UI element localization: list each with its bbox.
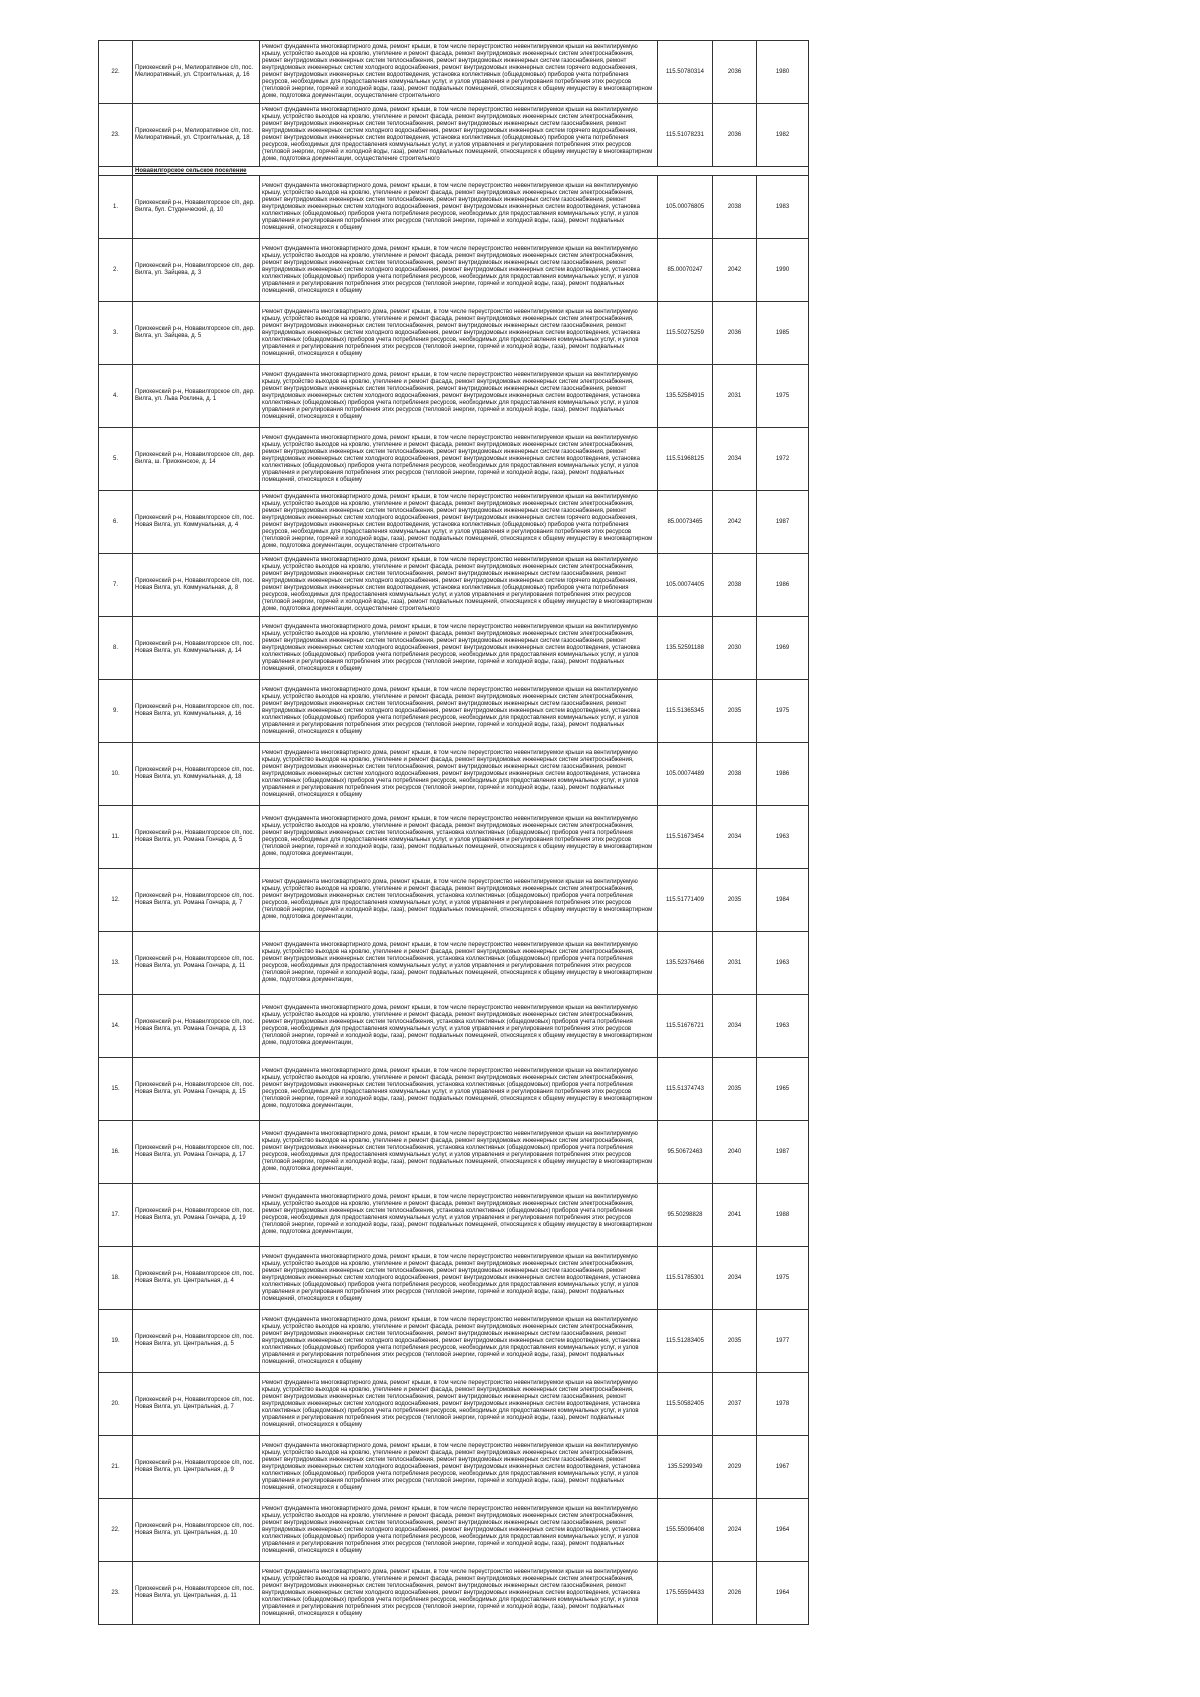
row-works	[260, 932, 658, 995]
row-number: 15.	[99, 1058, 133, 1121]
table-row	[99, 554, 809, 617]
row-cost: 155.55096408	[658, 1499, 713, 1562]
row-planned-year: 2029	[713, 1436, 757, 1499]
row-works	[260, 1121, 658, 1184]
row-number: 23.	[99, 1562, 133, 1625]
row-built-year: 1963	[757, 932, 809, 995]
table-row	[99, 41, 809, 104]
row-cost: 115.51673454	[658, 806, 713, 869]
row-planned-year: 2030	[713, 617, 757, 680]
row-works-text: Ремонт фундамента многоквартирного дома, ремонт крыши, в том числе переустройство невентилируемой крыши на вентилируемую крышу, устройство выходов на кровлю, утепление и ремонт фасада, ремонт внутридомовых инженерных систем электроснабжения, ремонт внутридомовых инженерных систем теплоснабжения, ремонт внутридомовых инженерных систем газоснабжения, ремонт внутридомовых инженерных систем холодного водоснабжения, ремонт внутридомовых инженерных систем водоотведения, установка коллективных (общедомовых) приборов учета потребления ресурсов, необходимых для предоставления коммунальных услуг, и узлов управления и регулирования потребления этих ресурсов (тепловой энергии, горячей и холодной воды, газа), ремонт подвальных помещений, относящихся к общему	[262, 371, 640, 420]
row-works	[260, 104, 658, 167]
row-number: 16.	[99, 1121, 133, 1184]
row-works	[260, 491, 658, 554]
row-cost: 115.50275259	[658, 302, 713, 365]
row-address: Приокенский р-н, Новавилгорское с/п, пос. Новая Вилга, ул. Коммунальная, д. 8	[133, 554, 260, 617]
row-works-text: Ремонт фундамента многоквартирного дома, ремонт крыши, в том числе переустройство невентилируемой крыши на вентилируемую крышу, устройство выходов на кровлю, утепление и ремонт фасада, ремонт внутридомовых инженерных систем электроснабжения, ремонт внутридомовых инженерных систем теплоснабжения, ремонт внутридомовых инженерных систем газоснабжения, ремонт внутридомовых инженерных систем холодного водоснабжения, ремонт внутридомовых инженерных систем горячего водоснабжения, ремонт внутридомовых инженерных систем водоотведения, установка коллективных (общедомовых) приборов учета потребления ресурсов, необходимых для предоставления коммунальных услуг, и узлов управления и регулирования потребления этих ресурсов (тепловой энергии, горячей и холодной воды, газа), ремонт подвальных помещений, относящихся к общему имуществу в многоквартирном доме, подготовка документации, осуществление строительного	[262, 44, 653, 99]
row-number: 13.	[99, 932, 133, 995]
row-cost: 135.5299349	[658, 1436, 713, 1499]
table-row	[99, 1058, 809, 1121]
register-sheet	[98, 40, 808, 1625]
row-planned-year: 2042	[713, 239, 757, 302]
row-works-text: Ремонт фундамента многоквартирного дома, ремонт крыши, в том числе переустройство невентилируемой крыши на вентилируемую крышу, устройство выходов на кровлю, утепление и ремонт фасада, ремонт внутридомовых инженерных систем электроснабжения, ремонт внутридомовых инженерных систем теплоснабжения, установка коллективных (общедомовых) приборов учета потребления ресурсов, необходимых для предоставления коммунальных услуг, и узлов управления и регулирования потребления этих ресурсов (тепловой энергии, горячей и холодной воды, газа), ремонт подвальных помещений, относящихся к общему имуществу в многоквартирном доме, подготовка документации,	[262, 1068, 653, 1109]
row-address: Приокенский р-н, Новавилгорское с/п, пос. Новая Вилга, ул. Центральная, д. 11	[133, 1562, 260, 1625]
row-planned-year: 2038	[713, 554, 757, 617]
row-works	[260, 680, 658, 743]
row-works-text: Ремонт фундамента многоквартирного дома, ремонт крыши, в том числе переустройство невентилируемой крыши на вентилируемую крышу, устройство выходов на кровлю, утепление и ремонт фасада, ремонт внутридомовых инженерных систем электроснабжения, ремонт внутридомовых инженерных систем теплоснабжения, ремонт внутридомовых инженерных систем газоснабжения, ремонт внутридомовых инженерных систем холодного водоснабжения, ремонт внутридомовых инженерных систем водоотведения, установка коллективных (общедомовых) приборов учета потребления ресурсов, необходимых для предоставления коммунальных услуг, и узлов управления и регулирования потребления этих ресурсов (тепловой энергии, горячей и холодной воды, газа), ремонт подвальных помещений, относящихся к общему	[262, 1568, 640, 1617]
row-works-text: Ремонт фундамента многоквартирного дома, ремонт крыши, в том числе переустройство невентилируемой крыши на вентилируемую крышу, устройство выходов на кровлю, утепление и ремонт фасада, ремонт внутридомовых инженерных систем электроснабжения, ремонт внутридомовых инженерных систем теплоснабжения, установка коллективных (общедомовых) приборов учета потребления ресурсов, необходимых для предоставления коммунальных услуг, и узлов управления и регулирования потребления этих ресурсов (тепловой энергии, горячей и холодной воды, газа), ремонт подвальных помещений, относящихся к общему имуществу в многоквартирном доме, подготовка документации,	[262, 1131, 653, 1172]
table-row	[99, 995, 809, 1058]
row-planned-year: 2035	[713, 680, 757, 743]
row-number: 17.	[99, 1184, 133, 1247]
row-built-year: 1983	[757, 176, 809, 239]
row-works-text: Ремонт фундамента многоквартирного дома, ремонт крыши, в том числе переустройство невентилируемой крыши на вентилируемую крышу, устройство выходов на кровлю, утепление и ремонт фасада, ремонт внутридомовых инженерных систем электроснабжения, ремонт внутридомовых инженерных систем теплоснабжения, ремонт внутридомовых инженерных систем газоснабжения, ремонт внутридомовых инженерных систем холодного водоснабжения, ремонт внутридомовых инженерных систем горячего водоснабжения, ремонт внутридомовых инженерных систем водоотведения, установка коллективных (общедомовых) приборов учета потребления ресурсов, необходимых для предоставления коммунальных услуг, и узлов управления и регулирования потребления этих ресурсов (тепловой энергии, горячей и холодной воды, газа), ремонт подвальных помещений, относящихся к общему имуществу в многоквартирном доме, подготовка документации, осуществление строительного	[262, 557, 653, 612]
row-planned-year: 2038	[713, 743, 757, 806]
row-planned-year: 2034	[713, 995, 757, 1058]
row-address: Приокенский р-н, Новавилгорское с/п, пос. Новая Вилга, ул. Центральная, д. 10	[133, 1499, 260, 1562]
row-built-year: 1972	[757, 428, 809, 491]
row-address: Приокенский р-н, Мелиоративное с/п, пос. Мелиоративный, ул. Строительная, д. 16	[133, 41, 260, 104]
table-row	[99, 680, 809, 743]
row-works-text: Ремонт фундамента многоквартирного дома, ремонт крыши, в том числе переустройство невентилируемой крыши на вентилируемую крышу, устройство выходов на кровлю, утепление и ремонт фасада, ремонт внутридомовых инженерных систем электроснабжения, ремонт внутридомовых инженерных систем теплоснабжения, ремонт внутридомовых инженерных систем газоснабжения, ремонт внутридомовых инженерных систем холодного водоснабжения, ремонт внутридомовых инженерных систем водоотведения, установка коллективных (общедомовых) приборов учета потребления ресурсов, необходимых для предоставления коммунальных услуг, и узлов управления и регулирования потребления этих ресурсов (тепловой энергии, горячей и холодной воды, газа), ремонт подвальных помещений, относящихся к общему	[262, 623, 640, 672]
row-built-year: 1977	[757, 1310, 809, 1373]
section-title: Новавилгорское сельское поселение	[133, 167, 809, 176]
row-works-text: Ремонт фундамента многоквартирного дома, ремонт крыши, в том числе переустройство невентилируемой крыши на вентилируемую крышу, устройство выходов на кровлю, утепление и ремонт фасада, ремонт внутридомовых инженерных систем электроснабжения, ремонт внутридомовых инженерных систем теплоснабжения, ремонт внутридомовых инженерных систем газоснабжения, ремонт внутридомовых инженерных систем холодного водоснабжения, ремонт внутридомовых инженерных систем водоотведения, установка коллективных (общедомовых) приборов учета потребления ресурсов, необходимых для предоставления коммунальных услуг, и узлов управления и регулирования потребления этих ресурсов (тепловой энергии, горячей и холодной воды, газа), ремонт подвальных помещений, относящихся к общему	[262, 749, 640, 798]
capital-repair-table	[98, 40, 809, 1625]
row-works	[260, 176, 658, 239]
row-planned-year: 2031	[713, 932, 757, 995]
row-built-year: 1987	[757, 1121, 809, 1184]
row-planned-year: 2036	[713, 41, 757, 104]
row-works-text: Ремонт фундамента многоквартирного дома, ремонт крыши, в том числе переустройство невентилируемой крыши на вентилируемую крышу, устройство выходов на кровлю, утепление и ремонт фасада, ремонт внутридомовых инженерных систем электроснабжения, ремонт внутридомовых инженерных систем теплоснабжения, ремонт внутридомовых инженерных систем газоснабжения, ремонт внутридомовых инженерных систем холодного водоснабжения, ремонт внутридомовых инженерных систем водоотведения, установка коллективных (общедомовых) приборов учета потребления ресурсов, необходимых для предоставления коммунальных услуг, и узлов управления и регулирования потребления этих ресурсов (тепловой энергии, горячей и холодной воды, газа), ремонт подвальных помещений, относящихся к общему	[262, 182, 640, 231]
row-works-text: Ремонт фундамента многоквартирного дома, ремонт крыши, в том числе переустройство невентилируемой крыши на вентилируемую крышу, устройство выходов на кровлю, утепление и ремонт фасада, ремонт внутридомовых инженерных систем электроснабжения, ремонт внутридомовых инженерных систем теплоснабжения, ремонт внутридомовых инженерных систем газоснабжения, ремонт внутридомовых инженерных систем холодного водоснабжения, ремонт внутридомовых инженерных систем водоотведения, установка коллективных (общедомовых) приборов учета потребления ресурсов, необходимых для предоставления коммунальных услуг, и узлов управления и регулирования потребления этих ресурсов (тепловой энергии, горячей и холодной воды, газа), ремонт подвальных помещений, относящихся к общему	[262, 245, 640, 294]
table-row	[99, 428, 809, 491]
row-built-year: 1984	[757, 869, 809, 932]
row-cost: 85.00073465	[658, 491, 713, 554]
row-number: 22.	[99, 41, 133, 104]
row-number: 5.	[99, 428, 133, 491]
row-built-year: 1963	[757, 995, 809, 1058]
row-address: Приокенский р-н, Новавилгорское с/п, дер. Вилга, бул. Студенческий, д. 10	[133, 176, 260, 239]
row-works-text: Ремонт фундамента многоквартирного дома, ремонт крыши, в том числе переустройство невентилируемой крыши на вентилируемую крышу, устройство выходов на кровлю, утепление и ремонт фасада, ремонт внутридомовых инженерных систем электроснабжения, ремонт внутридомовых инженерных систем теплоснабжения, установка коллективных (общедомовых) приборов учета потребления ресурсов, необходимых для предоставления коммунальных услуг, и узлов управления и регулирования потребления этих ресурсов (тепловой энергии, горячей и холодной воды, газа), ремонт подвальных помещений, относящихся к общему имуществу в многоквартирном доме, подготовка документации,	[262, 1005, 653, 1046]
row-planned-year: 2041	[713, 1184, 757, 1247]
table-row	[99, 1310, 809, 1373]
row-cost: 115.51283405	[658, 1310, 713, 1373]
row-cost: 95.50298828	[658, 1184, 713, 1247]
row-address: Приокенский р-н, Новавилгорское с/п, пос. Новая Вилга, ул. Романа Гончара, д. 17	[133, 1121, 260, 1184]
row-address: Приокенский р-н, Новавилгорское с/п, пос. Новая Вилга, ул. Коммунальная, д. 4	[133, 491, 260, 554]
row-address: Приокенский р-н, Новавилгорское с/п, пос. Новая Вилга, ул. Коммунальная, д. 16	[133, 680, 260, 743]
row-planned-year: 2031	[713, 365, 757, 428]
row-works	[260, 428, 658, 491]
row-address: Приокенский р-н, Новавилгорское с/п, пос. Новая Вилга, ул. Центральная, д. 5	[133, 1310, 260, 1373]
row-built-year: 1975	[757, 365, 809, 428]
row-address: Приокенский р-н, Новавилгорское с/п, дер. Вилга, ул. Зайцева, д. 5	[133, 302, 260, 365]
row-planned-year: 2034	[713, 806, 757, 869]
row-address: Приокенский р-н, Новавилгорское с/п, дер. Вилга, ш. Приокенское, д. 14	[133, 428, 260, 491]
table-row	[99, 239, 809, 302]
row-works-text: Ремонт фундамента многоквартирного дома, ремонт крыши, в том числе переустройство невентилируемой крыши на вентилируемую крышу, устройство выходов на кровлю, утепление и ремонт фасада, ремонт внутридомовых инженерных систем электроснабжения, ремонт внутридомовых инженерных систем теплоснабжения, ремонт внутридомовых инженерных систем газоснабжения, ремонт внутридомовых инженерных систем холодного водоснабжения, ремонт внутридомовых инженерных систем водоотведения, установка коллективных (общедомовых) приборов учета потребления ресурсов, необходимых для предоставления коммунальных услуг, и узлов управления и регулирования потребления этих ресурсов (тепловой энергии, горячей и холодной воды, газа), ремонт подвальных помещений, относящихся к общему	[262, 434, 640, 483]
row-cost: 115.50780314	[658, 41, 713, 104]
section-row	[99, 167, 809, 176]
row-planned-year: 2026	[713, 1562, 757, 1625]
row-number: 2.	[99, 239, 133, 302]
row-built-year: 1978	[757, 1373, 809, 1436]
row-planned-year: 2042	[713, 491, 757, 554]
row-number: 23.	[99, 104, 133, 167]
row-number: 1.	[99, 176, 133, 239]
row-cost: 115.51078231	[658, 104, 713, 167]
row-cost: 115.51771409	[658, 869, 713, 932]
row-address: Приокенский р-н, Новавилгорское с/п, пос. Новая Вилга, ул. Центральная, д. 9	[133, 1436, 260, 1499]
row-works	[260, 365, 658, 428]
row-number: 3.	[99, 302, 133, 365]
row-built-year: 1964	[757, 1562, 809, 1625]
row-address: Приокенский р-н, Новавилгорское с/п, пос. Новая Вилга, ул. Центральная, д. 7	[133, 1373, 260, 1436]
row-built-year: 1965	[757, 1058, 809, 1121]
row-cost: 105.00076805	[658, 176, 713, 239]
row-built-year: 1986	[757, 554, 809, 617]
table-row	[99, 1247, 809, 1310]
row-planned-year: 2034	[713, 428, 757, 491]
row-cost: 85.00070247	[658, 239, 713, 302]
table-row	[99, 743, 809, 806]
row-address: Приокенский р-н, Новавилгорское с/п, пос. Новая Вилга, ул. Коммунальная, д. 14	[133, 617, 260, 680]
row-works	[260, 41, 658, 104]
row-cost: 135.52376466	[658, 932, 713, 995]
row-cost: 95.50672463	[658, 1121, 713, 1184]
row-address: Приокенский р-н, Новавилгорское с/п, дер. Вилга, ул. Льва Роклина, д. 1	[133, 365, 260, 428]
row-cost: 175.55594433	[658, 1562, 713, 1625]
row-cost: 115.51365345	[658, 680, 713, 743]
table-row	[99, 806, 809, 869]
row-works	[260, 1373, 658, 1436]
row-built-year: 1969	[757, 617, 809, 680]
row-cost: 115.51785301	[658, 1247, 713, 1310]
row-number: 6.	[99, 491, 133, 554]
row-built-year: 1982	[757, 104, 809, 167]
row-works-text: Ремонт фундамента многоквартирного дома, ремонт крыши, в том числе переустройство невентилируемой крыши на вентилируемую крышу, устройство выходов на кровлю, утепление и ремонт фасада, ремонт внутридомовых инженерных систем электроснабжения, ремонт внутридомовых инженерных систем теплоснабжения, установка коллективных (общедомовых) приборов учета потребления ресурсов, необходимых для предоставления коммунальных услуг, и узлов управления и регулирования потребления этих ресурсов (тепловой энергии, горячей и холодной воды, газа), ремонт подвальных помещений, относящихся к общему имуществу в многоквартирном доме, подготовка документации,	[262, 816, 653, 857]
row-built-year: 1990	[757, 239, 809, 302]
row-works	[260, 1562, 658, 1625]
table-row	[99, 869, 809, 932]
row-works-text: Ремонт фундамента многоквартирного дома, ремонт крыши, в том числе переустройство невентилируемой крыши на вентилируемую крышу, устройство выходов на кровлю, утепление и ремонт фасада, ремонт внутридомовых инженерных систем электроснабжения, ремонт внутридомовых инженерных систем теплоснабжения, установка коллективных (общедомовых) приборов учета потребления ресурсов, необходимых для предоставления коммунальных услуг, и узлов управления и регулирования потребления этих ресурсов (тепловой энергии, горячей и холодной воды, газа), ремонт подвальных помещений, относящихся к общему имуществу в многоквартирном доме, подготовка документации,	[262, 879, 653, 920]
table-body-novavilgorskoe	[99, 176, 809, 1625]
row-works	[260, 302, 658, 365]
row-built-year: 1975	[757, 1247, 809, 1310]
row-works-text: Ремонт фундамента многоквартирного дома, ремонт крыши, в том числе переустройство невентилируемой крыши на вентилируемую крышу, устройство выходов на кровлю, утепление и ремонт фасада, ремонт внутридомовых инженерных систем электроснабжения, ремонт внутридомовых инженерных систем теплоснабжения, ремонт внутридомовых инженерных систем газоснабжения, ремонт внутридомовых инженерных систем холодного водоснабжения, ремонт внутридомовых инженерных систем водоотведения, установка коллективных (общедомовых) приборов учета потребления ресурсов, необходимых для предоставления коммунальных услуг, и узлов управления и регулирования потребления этих ресурсов (тепловой энергии, горячей и холодной воды, газа), ремонт подвальных помещений, относящихся к общему	[262, 1253, 640, 1302]
row-address: Приокенский р-н, Новавилгорское с/п, пос. Новая Вилга, ул. Романа Гончара, д. 11	[133, 932, 260, 995]
row-built-year: 1986	[757, 743, 809, 806]
row-number: 9.	[99, 680, 133, 743]
row-works	[260, 1310, 658, 1373]
table-row	[99, 176, 809, 239]
row-cost: 115.50582405	[658, 1373, 713, 1436]
table-body-previous-settlement	[99, 41, 809, 167]
table-row	[99, 491, 809, 554]
table-row	[99, 302, 809, 365]
row-built-year: 1980	[757, 41, 809, 104]
row-cost: 115.51676721	[658, 995, 713, 1058]
table-row	[99, 1121, 809, 1184]
row-works	[260, 617, 658, 680]
row-built-year: 1975	[757, 680, 809, 743]
row-cost: 105.00074489	[658, 743, 713, 806]
row-works	[260, 869, 658, 932]
row-number: 22.	[99, 1499, 133, 1562]
row-number: 12.	[99, 869, 133, 932]
row-planned-year: 2036	[713, 302, 757, 365]
row-planned-year: 2024	[713, 1499, 757, 1562]
row-planned-year: 2035	[713, 1310, 757, 1373]
row-number: 4.	[99, 365, 133, 428]
row-works-text: Ремонт фундамента многоквартирного дома, ремонт крыши, в том числе переустройство невентилируемой крыши на вентилируемую крышу, устройство выходов на кровлю, утепление и ремонт фасада, ремонт внутридомовых инженерных систем электроснабжения, ремонт внутридомовых инженерных систем теплоснабжения, ремонт внутридомовых инженерных систем газоснабжения, ремонт внутридомовых инженерных систем холодного водоснабжения, ремонт внутридомовых инженерных систем горячего водоснабжения, ремонт внутридомовых инженерных систем водоотведения, установка коллективных (общедомовых) приборов учета потребления ресурсов, необходимых для предоставления коммунальных услуг, и узлов управления и регулирования потребления этих ресурсов (тепловой энергии, горячей и холодной воды, газа), ремонт подвальных помещений, относящихся к общему имуществу в многоквартирном доме, подготовка документации, осуществление строительного	[262, 494, 653, 549]
table-row	[99, 617, 809, 680]
row-cost: 115.51968125	[658, 428, 713, 491]
row-planned-year: 2034	[713, 1247, 757, 1310]
row-planned-year: 2040	[713, 1121, 757, 1184]
row-address: Приокенский р-н, Мелиоративное с/п, пос. Мелиоративный, ул. Строительная, д. 18	[133, 104, 260, 167]
row-planned-year: 2037	[713, 1373, 757, 1436]
row-number: 14.	[99, 995, 133, 1058]
row-built-year: 1967	[757, 1436, 809, 1499]
row-number: 18.	[99, 1247, 133, 1310]
table-row	[99, 1184, 809, 1247]
row-built-year: 1987	[757, 491, 809, 554]
row-cost: 135.52591188	[658, 617, 713, 680]
row-works	[260, 1247, 658, 1310]
table-section-header	[99, 167, 809, 176]
table-row	[99, 1436, 809, 1499]
row-cost: 105.00074405	[658, 554, 713, 617]
row-built-year: 1964	[757, 1499, 809, 1562]
row-works-text: Ремонт фундамента многоквартирного дома, ремонт крыши, в том числе переустройство невентилируемой крыши на вентилируемую крышу, устройство выходов на кровлю, утепление и ремонт фасада, ремонт внутридомовых инженерных систем электроснабжения, ремонт внутридомовых инженерных систем теплоснабжения, установка коллективных (общедомовых) приборов учета потребления ресурсов, необходимых для предоставления коммунальных услуг, и узлов управления и регулирования потребления этих ресурсов (тепловой энергии, горячей и холодной воды, газа), ремонт подвальных помещений, относящихся к общему имуществу в многоквартирном доме, подготовка документации,	[262, 942, 653, 983]
row-cost: 115.51374743	[658, 1058, 713, 1121]
row-works-text: Ремонт фундамента многоквартирного дома, ремонт крыши, в том числе переустройство невентилируемой крыши на вентилируемую крышу, устройство выходов на кровлю, утепление и ремонт фасада, ремонт внутридомовых инженерных систем электроснабжения, ремонт внутридомовых инженерных систем теплоснабжения, ремонт внутридомовых инженерных систем газоснабжения, ремонт внутридомовых инженерных систем холодного водоснабжения, ремонт внутридомовых инженерных систем водоотведения, установка коллективных (общедомовых) приборов учета потребления ресурсов, необходимых для предоставления коммунальных услуг, и узлов управления и регулирования потребления этих ресурсов (тепловой энергии, горячей и холодной воды, газа), ремонт подвальных помещений, относящихся к общему	[262, 1505, 640, 1554]
row-number: 8.	[99, 617, 133, 680]
table-row	[99, 104, 809, 167]
row-works	[260, 1436, 658, 1499]
row-works	[260, 806, 658, 869]
row-built-year: 1988	[757, 1184, 809, 1247]
row-planned-year: 2036	[713, 104, 757, 167]
row-number: 7.	[99, 554, 133, 617]
row-planned-year: 2038	[713, 176, 757, 239]
table-row	[99, 365, 809, 428]
row-address: Приокенский р-н, Новавилгорское с/п, пос. Новая Вилга, ул. Романа Гончара, д. 15	[133, 1058, 260, 1121]
row-planned-year: 2035	[713, 1058, 757, 1121]
row-works	[260, 1184, 658, 1247]
row-works-text: Ремонт фундамента многоквартирного дома, ремонт крыши, в том числе переустройство невентилируемой крыши на вентилируемую крышу, устройство выходов на кровлю, утепление и ремонт фасада, ремонт внутридомовых инженерных систем электроснабжения, ремонт внутридомовых инженерных систем теплоснабжения, ремонт внутридомовых инженерных систем газоснабжения, ремонт внутридомовых инженерных систем холодного водоснабжения, ремонт внутридомовых инженерных систем водоотведения, установка коллективных (общедомовых) приборов учета потребления ресурсов, необходимых для предоставления коммунальных услуг, и узлов управления и регулирования потребления этих ресурсов (тепловой энергии, горячей и холодной воды, газа), ремонт подвальных помещений, относящихся к общему	[262, 1316, 640, 1365]
row-planned-year: 2035	[713, 869, 757, 932]
row-works	[260, 743, 658, 806]
row-address: Приокенский р-н, Новавилгорское с/п, пос. Новая Вилга, ул. Романа Гончара, д. 19	[133, 1184, 260, 1247]
row-number: 21.	[99, 1436, 133, 1499]
row-address: Приокенский р-н, Новавилгорское с/п, пос. Новая Вилга, ул. Романа Гончара, д. 5	[133, 806, 260, 869]
row-works	[260, 554, 658, 617]
row-works-text: Ремонт фундамента многоквартирного дома, ремонт крыши, в том числе переустройство невентилируемой крыши на вентилируемую крышу, устройство выходов на кровлю, утепление и ремонт фасада, ремонт внутридомовых инженерных систем электроснабжения, ремонт внутридомовых инженерных систем теплоснабжения, ремонт внутридомовых инженерных систем газоснабжения, ремонт внутридомовых инженерных систем холодного водоснабжения, ремонт внутридомовых инженерных систем горячего водоснабжения, ремонт внутридомовых инженерных систем водоотведения, установка коллективных (общедомовых) приборов учета потребления ресурсов, необходимых для предоставления коммунальных услуг, и узлов управления и регулирования потребления этих ресурсов (тепловой энергии, горячей и холодной воды, газа), ремонт подвальных помещений, относящихся к общему имуществу в многоквартирном доме, подготовка документации, осуществление строительного	[262, 107, 653, 162]
row-number: 19.	[99, 1310, 133, 1373]
row-works-text: Ремонт фундамента многоквартирного дома, ремонт крыши, в том числе переустройство невентилируемой крыши на вентилируемую крышу, устройство выходов на кровлю, утепление и ремонт фасада, ремонт внутридомовых инженерных систем электроснабжения, ремонт внутридомовых инженерных систем теплоснабжения, установка коллективных (общедомовых) приборов учета потребления ресурсов, необходимых для предоставления коммунальных услуг, и узлов управления и регулирования потребления этих ресурсов (тепловой энергии, горячей и холодной воды, газа), ремонт подвальных помещений, относящихся к общему имуществу в многоквартирном доме, подготовка документации,	[262, 1194, 653, 1235]
row-cost: 135.52584915	[658, 365, 713, 428]
row-number: 10.	[99, 743, 133, 806]
row-built-year: 1963	[757, 806, 809, 869]
row-works-text: Ремонт фундамента многоквартирного дома, ремонт крыши, в том числе переустройство невентилируемой крыши на вентилируемую крышу, устройство выходов на кровлю, утепление и ремонт фасада, ремонт внутридомовых инженерных систем электроснабжения, ремонт внутридомовых инженерных систем теплоснабжения, ремонт внутридомовых инженерных систем газоснабжения, ремонт внутридомовых инженерных систем холодного водоснабжения, ремонт внутридомовых инженерных систем водоотведения, установка коллективных (общедомовых) приборов учета потребления ресурсов, необходимых для предоставления коммунальных услуг, и узлов управления и регулирования потребления этих ресурсов (тепловой энергии, горячей и холодной воды, газа), ремонт подвальных помещений, относящихся к общему	[262, 308, 640, 357]
table-row	[99, 1499, 809, 1562]
row-works-text: Ремонт фундамента многоквартирного дома, ремонт крыши, в том числе переустройство невентилируемой крыши на вентилируемую крышу, устройство выходов на кровлю, утепление и ремонт фасада, ремонт внутридомовых инженерных систем электроснабжения, ремонт внутридомовых инженерных систем теплоснабжения, ремонт внутридомовых инженерных систем газоснабжения, ремонт внутридомовых инженерных систем холодного водоснабжения, ремонт внутридомовых инженерных систем водоотведения, установка коллективных (общедомовых) приборов учета потребления ресурсов, необходимых для предоставления коммунальных услуг, и узлов управления и регулирования потребления этих ресурсов (тепловой энергии, горячей и холодной воды, газа), ремонт подвальных помещений, относящихся к общему	[262, 686, 640, 735]
row-number: 11.	[99, 806, 133, 869]
row-number: 20.	[99, 1373, 133, 1436]
row-address: Приокенский р-н, Новавилгорское с/п, пос. Новая Вилга, ул. Романа Гончара, д. 7	[133, 869, 260, 932]
row-address: Приокенский р-н, Новавилгорское с/п, дер. Вилга, ул. Зайцева, д. 3	[133, 239, 260, 302]
table-row	[99, 1373, 809, 1436]
row-works	[260, 1499, 658, 1562]
row-address: Приокенский р-н, Новавилгорское с/п, пос. Новая Вилга, ул. Центральная, д. 4	[133, 1247, 260, 1310]
row-works-text: Ремонт фундамента многоквартирного дома, ремонт крыши, в том числе переустройство невентилируемой крыши на вентилируемую крышу, устройство выходов на кровлю, утепление и ремонт фасада, ремонт внутридомовых инженерных систем электроснабжения, ремонт внутридомовых инженерных систем теплоснабжения, ремонт внутридомовых инженерных систем газоснабжения, ремонт внутридомовых инженерных систем холодного водоснабжения, ремонт внутридомовых инженерных систем водоотведения, установка коллективных (общедомовых) приборов учета потребления ресурсов, необходимых для предоставления коммунальных услуг, и узлов управления и регулирования потребления этих ресурсов (тепловой энергии, горячей и холодной воды, газа), ремонт подвальных помещений, относящихся к общему	[262, 1442, 640, 1491]
row-works	[260, 239, 658, 302]
row-works-text: Ремонт фундамента многоквартирного дома, ремонт крыши, в том числе переустройство невентилируемой крыши на вентилируемую крышу, устройство выходов на кровлю, утепление и ремонт фасада, ремонт внутридомовых инженерных систем электроснабжения, ремонт внутридомовых инженерных систем теплоснабжения, ремонт внутридомовых инженерных систем газоснабжения, ремонт внутридомовых инженерных систем холодного водоснабжения, ремонт внутридомовых инженерных систем водоотведения, установка коллективных (общедомовых) приборов учета потребления ресурсов, необходимых для предоставления коммунальных услуг, и узлов управления и регулирования потребления этих ресурсов (тепловой энергии, горячей и холодной воды, газа), ремонт подвальных помещений, относящихся к общему	[262, 1379, 640, 1428]
row-address: Приокенский р-н, Новавилгорское с/п, пос. Новая Вилга, ул. Романа Гончара, д. 13	[133, 995, 260, 1058]
table-row	[99, 1562, 809, 1625]
row-address: Приокенский р-н, Новавилгорское с/п, пос. Новая Вилга, ул. Коммунальная, д. 18	[133, 743, 260, 806]
row-works	[260, 1058, 658, 1121]
table-row	[99, 932, 809, 995]
row-built-year: 1985	[757, 302, 809, 365]
row-works	[260, 995, 658, 1058]
